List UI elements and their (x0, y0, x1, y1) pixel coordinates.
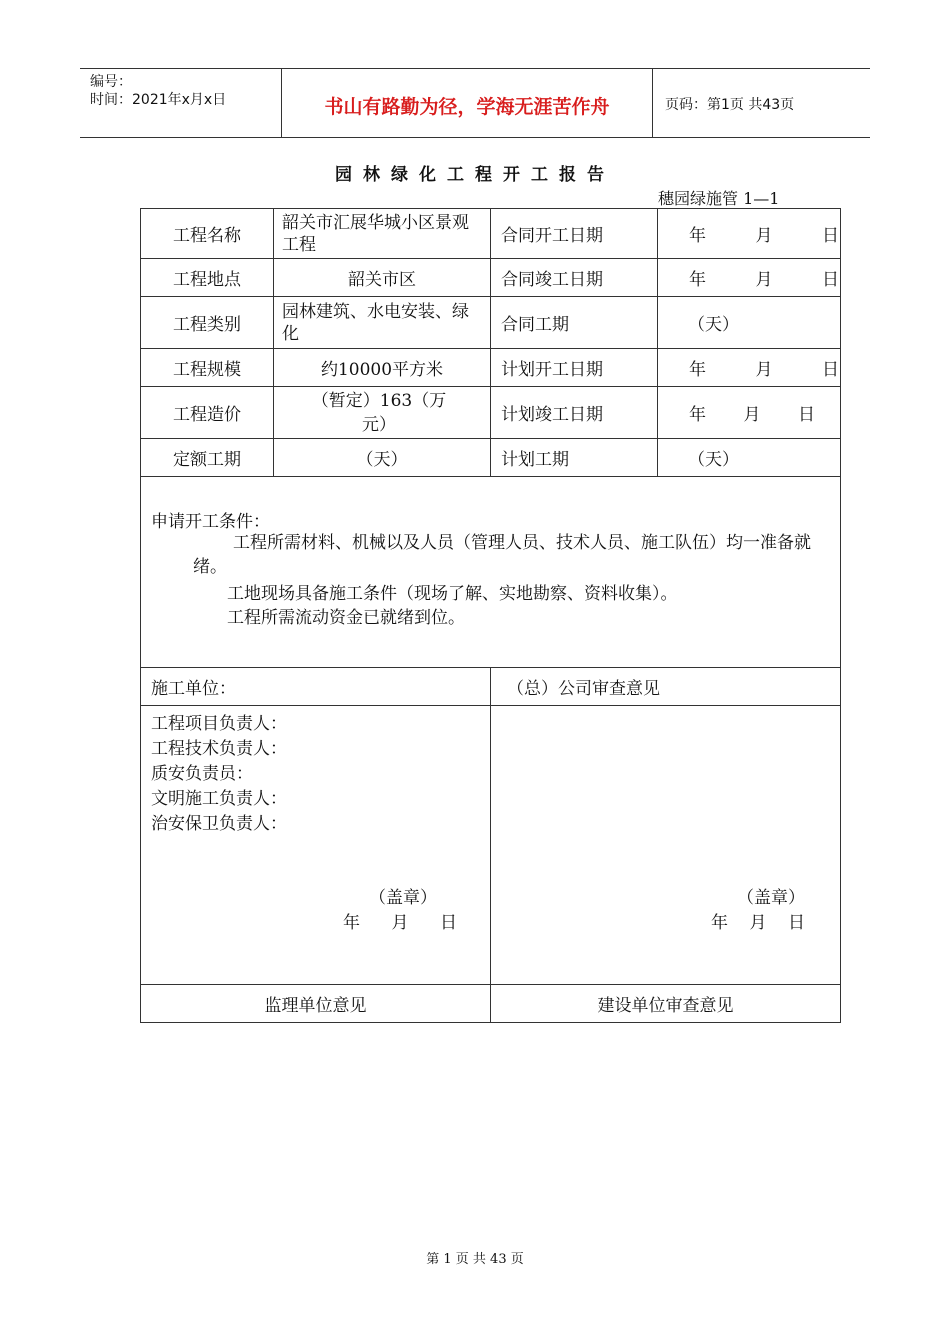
people-item: 工程技术负责人： (151, 739, 287, 759)
people-item: 工程项目负责人： (151, 714, 287, 734)
date-value (658, 349, 841, 387)
contractor-label: 施工单位： (141, 668, 491, 706)
table-row (141, 259, 841, 297)
row-label: 工程造价 (141, 387, 274, 439)
project-cost-value: （暂定）163（万元） (274, 387, 491, 439)
report-form-table (140, 208, 841, 1023)
year-label: 年 (689, 270, 706, 290)
form-code: 穗园绿施管 1—1 (658, 189, 780, 208)
month-label: 月 (755, 360, 773, 380)
seal-label: （盖章） (369, 888, 437, 908)
table-row (141, 297, 841, 349)
day-label: 日 (440, 913, 457, 933)
day-label: 日 (798, 405, 815, 425)
row-label: 合同开工日期 (491, 209, 658, 259)
start-conditions (141, 477, 841, 668)
conditions-row (141, 477, 841, 668)
row-label: 工程类别 (141, 297, 274, 349)
month-label: 月 (755, 226, 773, 246)
date-value (658, 259, 841, 297)
day-label: 日 (822, 360, 839, 380)
year-label: 年 (711, 913, 728, 933)
table-row (141, 387, 841, 439)
day-label: 日 (822, 270, 839, 290)
page-footer: 第 1 页 共 43 页 (426, 1252, 524, 1267)
header-motto: 书山有路勤为径，学海无涯苦作舟 (281, 69, 653, 137)
page-title: 园林绿化工程开工报告 (335, 165, 615, 185)
quota-duration-value: （天） (274, 439, 491, 477)
condition-item: 工程所需材料、机械以及人员（管理人员、技术人员、施工队伍）均一准备就绪。 (193, 533, 811, 577)
project-name-value: 韶关市汇展华城小区景观工程 (274, 209, 491, 259)
conditions-heading: 申请开工条件： (151, 512, 270, 532)
month-label: 月 (755, 270, 773, 290)
project-location-value: 韶关市区 (274, 259, 491, 297)
year-label: 年 (689, 226, 706, 246)
header-meta (80, 69, 281, 137)
day-label: 日 (788, 913, 805, 933)
date-value (658, 209, 841, 259)
sign-body-row (141, 706, 841, 985)
people-item: 文明施工负责人： (151, 789, 287, 809)
review-date (711, 908, 805, 933)
table-row (141, 209, 841, 259)
header-page-label: 页码：第1页 共43页 (665, 97, 795, 113)
row-label: 计划工期 (491, 439, 658, 477)
row-label: 工程地点 (141, 259, 274, 297)
row-label: 合同工期 (491, 297, 658, 349)
sign-header-row (141, 668, 841, 706)
project-type-value: 园林建筑、水电安装、绿化 (274, 297, 491, 349)
people-item: 治安保卫负责人： (151, 814, 287, 834)
row-label: 工程名称 (141, 209, 274, 259)
company-review-area (491, 706, 841, 985)
time-label: 时间：2021年x月x日 (90, 92, 227, 108)
number-label: 编号： (90, 74, 132, 90)
table-row (141, 349, 841, 387)
contractor-sign-area (141, 706, 491, 985)
responsible-people (151, 712, 287, 837)
day-label: 日 (822, 226, 839, 246)
table-row (141, 439, 841, 477)
year-label: 年 (689, 360, 706, 380)
row-label: 计划竣工日期 (491, 387, 658, 439)
row-label: 计划开工日期 (491, 349, 658, 387)
year-label: 年 (343, 913, 360, 933)
duration-value: （天） (658, 297, 841, 349)
condition-item: 工程所需流动资金已就绪到位。 (227, 608, 465, 628)
month-label: 月 (749, 913, 767, 933)
owner-review-label: 建设单位审查意见 (491, 985, 841, 1023)
row-label: 合同竣工日期 (491, 259, 658, 297)
month-label: 月 (743, 405, 761, 425)
document-header (80, 68, 870, 138)
row-label: 定额工期 (141, 439, 274, 477)
condition-item: 工地现场具备施工条件（现场了解、实地勘察、资料收集）。 (227, 584, 678, 604)
seal-label: （盖章） (737, 888, 805, 908)
project-scale-value: 约10000平方米 (274, 349, 491, 387)
opinion-row (141, 985, 841, 1023)
date-value (658, 387, 841, 439)
people-item: 质安负责员： (151, 764, 253, 784)
supervisor-opinion-label: 监理单位意见 (141, 985, 491, 1023)
company-review-label: （总）公司审查意见 (491, 668, 841, 706)
sign-date (343, 908, 457, 933)
row-label: 工程规模 (141, 349, 274, 387)
month-label: 月 (391, 913, 409, 933)
duration-value: （天） (658, 439, 841, 477)
year-label: 年 (689, 405, 706, 425)
